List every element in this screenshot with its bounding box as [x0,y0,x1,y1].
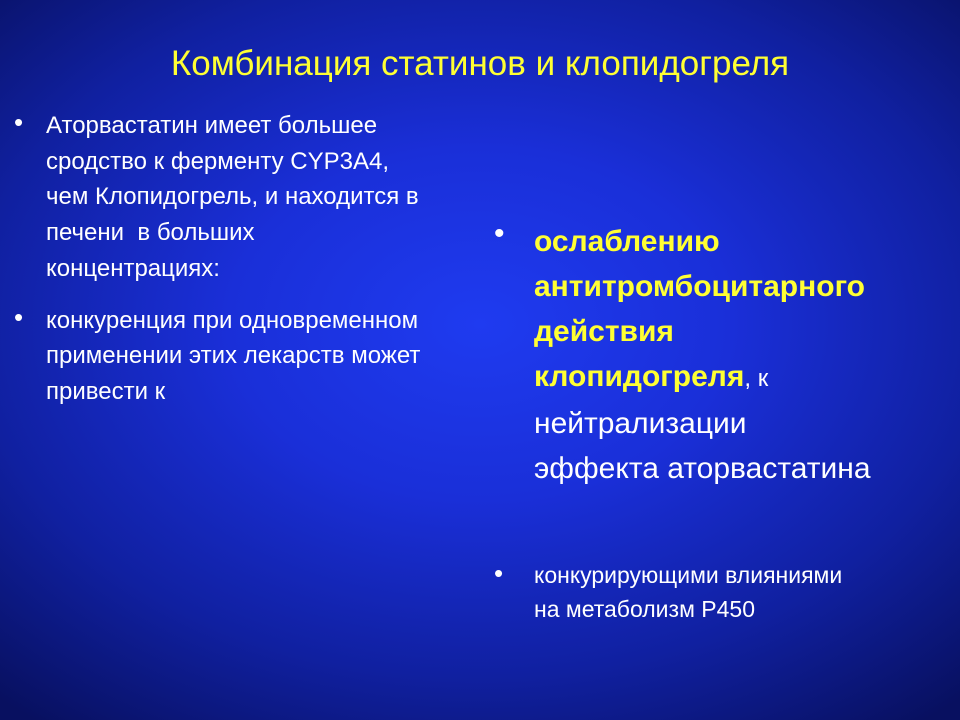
highlight-line: ослаблению [534,225,720,258]
highlight-line: клопидогреля [534,360,745,393]
bullet-dot-icon: • [14,301,24,332]
suffix-text: , к [744,365,769,392]
text-line: печени в больших [46,219,255,247]
text-line [534,354,871,401]
text-line: сродство к ферменту CYP3A4, [46,147,390,175]
text-line: чем Клопидогрель, и находится в [46,183,419,211]
highlight-line: антитромбоцитарного [534,270,865,303]
right-bullet-item-1 [494,219,934,491]
text-line: нейтрализации [534,407,747,440]
text-line: применении этих лекарств может [46,342,421,370]
bullet-dot-icon: • [14,107,24,137]
left-bullet-text-1 [46,108,419,287]
right-bullet-item-2 [494,559,934,626]
text-line: привести к [46,377,166,405]
bullet-dot-icon: • [494,217,505,250]
slide-title: Комбинация статинов и клопидогреля [170,44,790,83]
text-line: конкуренция при одновременном [46,306,419,334]
text-line: на метаболизм Р450 [534,595,755,622]
right-bullet-text-2 [534,559,842,626]
left-bullet-item-2 [14,303,464,410]
right-bullet-list [494,219,934,626]
left-bullet-list [14,108,464,410]
right-bullet-text-1 [534,219,871,491]
text-line: эффекта аторвастатина [534,452,871,485]
text-line: конкурирующими влияниями [534,562,843,588]
left-bullet-item-1 [14,108,464,287]
highlight-line: действия [534,315,674,348]
bullet-dot-icon: • [494,558,504,588]
left-bullet-text-2 [46,303,420,410]
text-line: Аторвастатин имеет большее [46,112,378,139]
text-line: концентрациях: [46,254,220,282]
